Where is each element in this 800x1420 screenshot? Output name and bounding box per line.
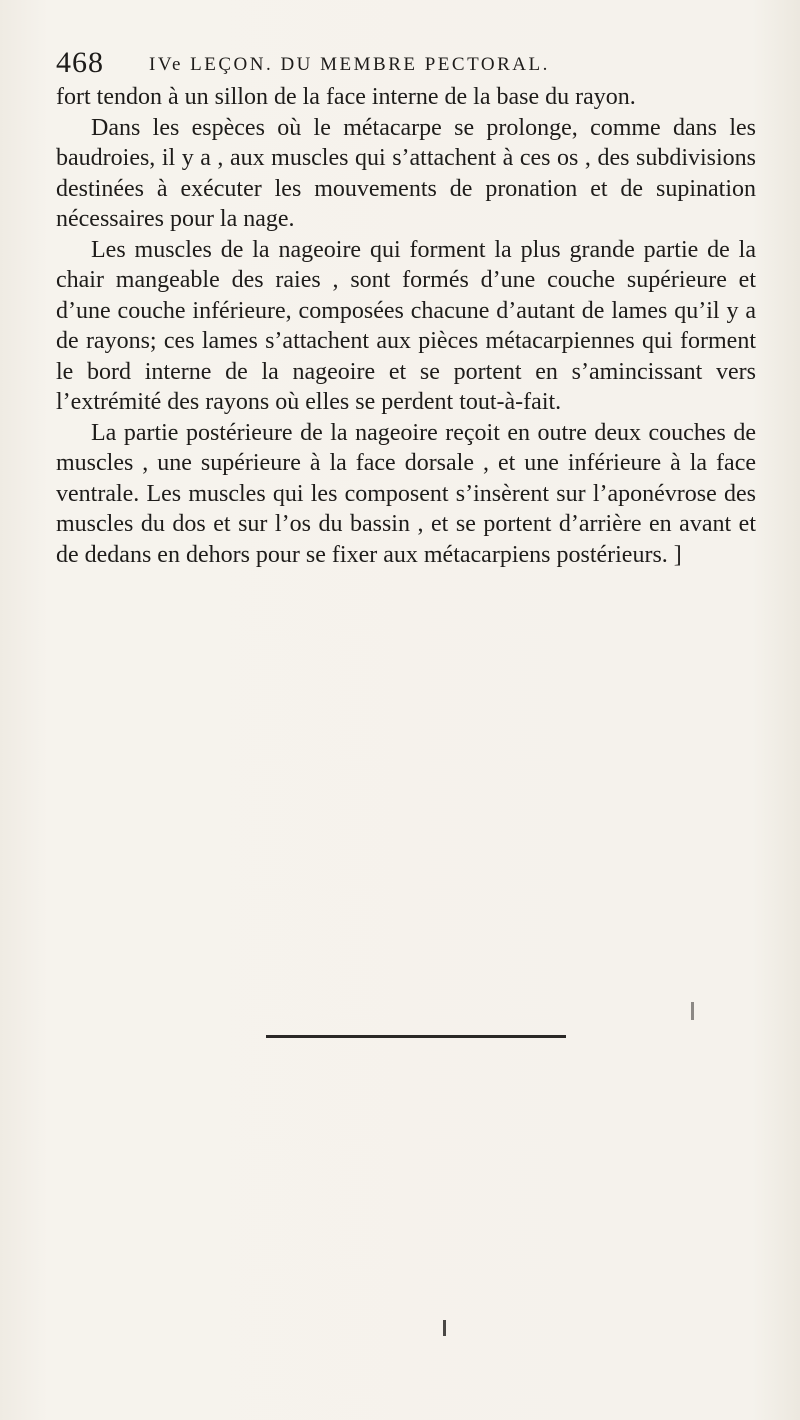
paragraph: fort tendon à un sillon de la face interne de la base du rayon. xyxy=(56,84,636,110)
paragraph: La partie postérieure de la nageoire reçoit en outre deux couches de muscles , une supérieure à la face dorsale , et une inférieure à la face ventrale. Les muscles qui les composent s’insèrent sur l’aponévrose des muscles du dos et sur l’os du bassin , et se portent d’arrière en avant et de dedans en dehors pour se fixer aux métacarpiens postérieurs. ] xyxy=(56,419,756,568)
paragraph: Dans les espèces où le métacarpe se prolonge, comme dans les baudroies, il y a , aux muscles qui s’attachent à ces os , des subdivisions destinées à exécuter les mouvements de pronation et de supination nécessaires pour la nage. xyxy=(56,114,756,232)
end-rule xyxy=(266,1035,566,1038)
running-head: IVe LEÇON. DU MEMBRE PECTORAL. xyxy=(149,54,550,75)
page-header xyxy=(56,46,746,86)
ink-speck xyxy=(443,1320,446,1336)
page-number: 468 xyxy=(56,46,104,79)
body-text xyxy=(56,82,756,570)
ink-speck xyxy=(691,1002,694,1020)
paragraph: Les muscles de la nageoire qui forment la plus grande partie de la chair mangeable des raies , sont formés d’une couche supérieure et d’une couche inférieure, composées chacune d’autant de lames qu’il y a de rayons; ces lames s’attachent aux pièces métacarpiennes qui forment le bord interne de la nageoire et se portent en s’amincissant vers l’extrémité des rayons où elles se perdent tout-à-fait. xyxy=(56,236,756,415)
